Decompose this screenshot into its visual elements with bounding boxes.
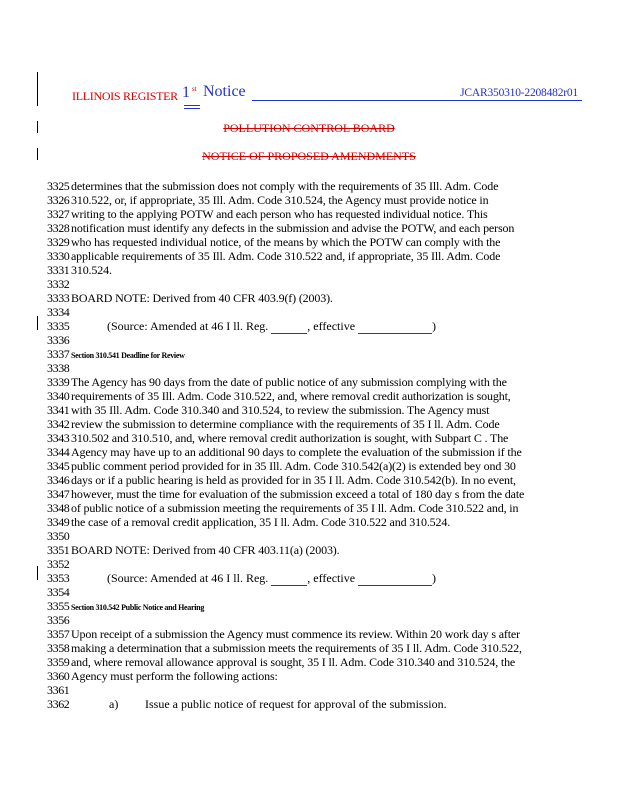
line-number: 3331 [47, 263, 70, 277]
line-number: 3358 [47, 641, 70, 655]
line-number: 3360 [47, 669, 70, 683]
line-text: the case of a removal credit application, 35 I ll. Adm. Code 310.522 and 310.524. [71, 515, 451, 529]
line-number: 3352 [47, 557, 70, 571]
document-line [47, 487, 607, 501]
jcar-code: JCAR350310-2208482r01 [460, 87, 578, 99]
document-line [47, 543, 607, 557]
document-line [47, 529, 607, 543]
line-number: 3336 [47, 333, 70, 347]
line-number: 3345 [47, 459, 70, 473]
line-text: review the submission to determine compliance with the requirements of 35 I ll. Adm. Code [71, 417, 500, 431]
line-number: 3339 [47, 375, 70, 389]
header-underline [252, 100, 582, 101]
register-volume-blank [271, 571, 307, 586]
line-text: Agency must perform the following actions: [71, 669, 278, 683]
line-number: 3359 [47, 655, 70, 669]
line-text: 310.522, or, if appropriate, 35 Ill. Adm. Code 310.524, the Agency must provide notice in [71, 193, 489, 207]
document-line [47, 305, 607, 319]
line-number: 3326 [47, 193, 70, 207]
line-number: 3351 [47, 543, 70, 557]
document-line [47, 669, 607, 683]
line-text: Agency may have up to an additional 90 days to complete the evaluation of the submission if the [71, 445, 522, 459]
close-paren: ) [432, 319, 437, 333]
list-item-text: Issue a public notice of request for approval of the submission. [145, 697, 447, 711]
line-text: 310.502 and 310.510, and, where removal credit authorization is sought, with Subpart C . The [71, 431, 509, 445]
line-number: 3361 [47, 683, 70, 697]
document-line [47, 221, 607, 235]
document-line [47, 599, 607, 613]
document-line [47, 235, 607, 249]
edition-suffix: st [192, 85, 197, 93]
line-text: applicable requirements of 35 Ill. Adm. Code 310.522 and, if appropriate, 35 Ill. Adm. Code [71, 249, 501, 263]
document-line [47, 515, 607, 529]
line-number: 3328 [47, 221, 70, 235]
document-line [47, 641, 607, 655]
document-line [47, 333, 607, 347]
line-number: 3341 [47, 403, 70, 417]
document-line [47, 291, 607, 305]
line-number: 3362 [47, 697, 70, 711]
close-paren: ) [432, 571, 437, 585]
line-number: 3329 [47, 235, 70, 249]
line-text: requirements of 35 Ill. Adm. Code 310.522, and, where removal credit authorization is sought, [71, 389, 511, 403]
effective-text: , effective [307, 319, 359, 333]
document-line [47, 613, 607, 627]
notice-label: Notice [203, 83, 246, 100]
document-line [47, 473, 607, 487]
line-text: of public notice of a submission meeting the requirements of 35 I ll. Adm. Code 310.522 and, in [71, 501, 519, 515]
source-note [107, 571, 436, 586]
document-line [47, 627, 607, 641]
revision-bar [37, 316, 38, 330]
document-line [47, 249, 607, 263]
revision-bar [37, 72, 38, 106]
register-volume-blank [271, 319, 307, 334]
line-text: writing to the applying POTW and each person who has requested individual notice. This [71, 207, 488, 221]
line-number: 3346 [47, 473, 70, 487]
line-text: BOARD NOTE: Derived from 40 CFR 403.11(a) (2003). [71, 543, 340, 557]
document-line [47, 417, 607, 431]
revision-bar [37, 566, 38, 580]
line-number: 3353 [47, 571, 70, 585]
document-line [47, 207, 607, 221]
document-line [47, 389, 607, 403]
source-text: (Source: Amended at 46 I ll. Reg. [107, 571, 272, 585]
document-line [47, 557, 607, 571]
document-line [47, 683, 607, 697]
source-text: (Source: Amended at 46 I ll. Reg. [107, 319, 272, 333]
register-title: ILLINOIS REGISTER [72, 89, 178, 103]
line-number: 3325 [47, 179, 70, 193]
line-number: 3350 [47, 529, 70, 543]
line-number: 3355 [47, 599, 70, 613]
line-text: who has requested individual notice, of the means by which the POTW can comply with the [71, 235, 501, 249]
line-number: 3357 [47, 627, 70, 641]
line-text: with 35 Ill. Adm. Code 310.340 and 310.524, to review the submission. The Agency must [71, 403, 490, 417]
document-line [47, 375, 607, 389]
document-line [47, 193, 607, 207]
line-text: notification must identify any defects in the submission and advise the POTW, and each person [71, 221, 515, 235]
document-line [47, 179, 607, 193]
line-number: 3342 [47, 417, 70, 431]
line-number: 3333 [47, 291, 70, 305]
line-text: days or if a public hearing is held as provided for in 35 I ll. Adm. Code 310.542(b). In no event, [71, 473, 516, 487]
effective-date-blank [358, 319, 432, 334]
document-line [47, 319, 607, 333]
document-line [47, 655, 607, 669]
edition-number: 1 [182, 84, 190, 101]
line-number: 3335 [47, 319, 70, 333]
document-body [47, 179, 607, 711]
document-line [47, 697, 607, 711]
page-header [72, 84, 592, 106]
line-text: BOARD NOTE: Derived from 40 CFR 403.9(f) (2003). [71, 291, 333, 305]
document-line [47, 585, 607, 599]
line-number: 3356 [47, 613, 70, 627]
document-line [47, 263, 607, 277]
document-line [47, 403, 607, 417]
line-number: 3354 [47, 585, 70, 599]
line-text: The Agency has 90 days from the date of public notice of any submission complying with the [71, 375, 507, 389]
document-line [47, 501, 607, 515]
line-text: 310.524. [71, 263, 112, 277]
line-number: 3338 [47, 361, 70, 375]
line-number: 3340 [47, 389, 70, 403]
notice-title: NOTICE OF PROPOSED AMENDMENTS [202, 149, 416, 163]
line-number: 3330 [47, 249, 70, 263]
line-text: however, must the time for evaluation of the submission exceed a total of 180 day s from the date [71, 487, 525, 501]
line-number: 3344 [47, 445, 70, 459]
document-line [47, 361, 607, 375]
effective-text: , effective [307, 571, 359, 585]
source-note [107, 319, 436, 334]
line-number: 3334 [47, 305, 70, 319]
document-line [47, 445, 607, 459]
line-number: 3327 [47, 207, 70, 221]
line-text: public comment period provided for in 35 Ill. Adm. Code 310.542(a)(2) is extended bey ond 30 [71, 459, 516, 473]
effective-date-blank [358, 571, 432, 586]
line-text: making a determination that a submission meets the requirements of 35 I ll. Adm. Code 310.522, [71, 641, 522, 655]
document-line [47, 347, 607, 361]
inserted-underline [184, 105, 200, 106]
line-number: 3337 [47, 347, 70, 361]
line-number: 3343 [47, 431, 70, 445]
document-line [47, 459, 607, 473]
document-line [47, 571, 607, 585]
section-heading: Section 310.541 Deadline for Review [71, 351, 185, 360]
line-number: 3332 [47, 277, 70, 291]
line-number: 3349 [47, 515, 70, 529]
line-text: Upon receipt of a submission the Agency must commence its review. Within 20 work day s after [71, 627, 520, 641]
agency-title: POLLUTION CONTROL BOARD [223, 121, 395, 135]
line-text: and, where removal allowance approval is sought, 35 I ll. Adm. Code 310.340 and 310.524, the [71, 655, 516, 669]
section-heading: Section 310.542 Public Notice and Hearing [71, 603, 205, 612]
document-line [47, 277, 607, 291]
list-marker: a) [109, 697, 119, 711]
line-text: determines that the submission does not comply with the requirements of 35 Ill. Adm. Code [71, 179, 499, 193]
document-line [47, 431, 607, 445]
inserted-underline [184, 108, 200, 109]
line-number: 3348 [47, 501, 70, 515]
line-number: 3347 [47, 487, 70, 501]
